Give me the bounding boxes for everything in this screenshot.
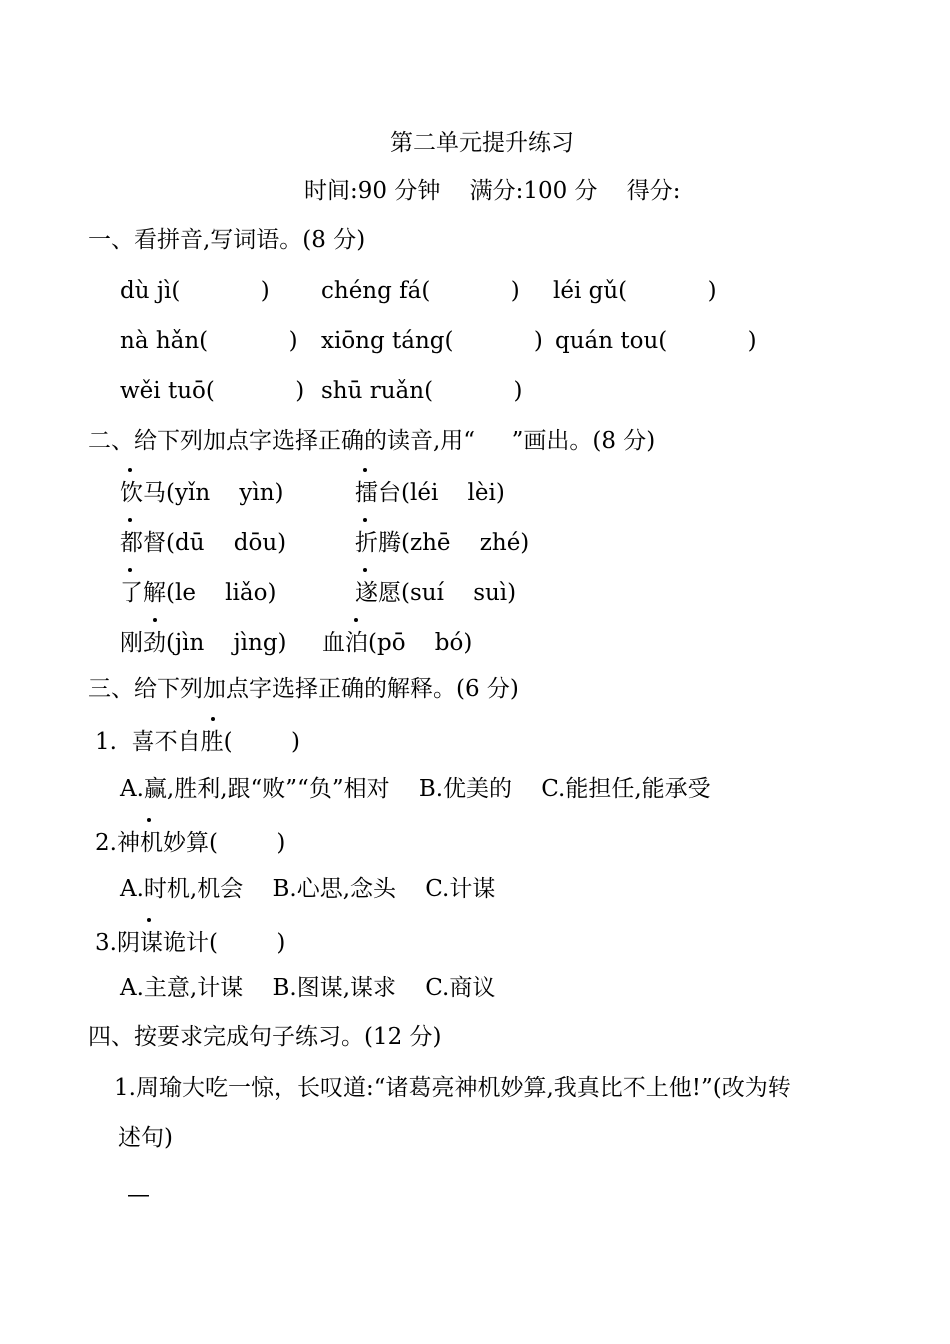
question-3-2-options: A.时机,机会 B.心思,念头 C.计谋 <box>120 876 496 902</box>
question-4-1-line-1: 1.周瑜大吃一惊，长叹道:“诸葛亮神机妙算,我真比不上他!”(改为转 <box>114 1075 791 1101</box>
question-3-1: 1. 喜不自胜( ) <box>95 729 301 755</box>
pinyin-item: dù jì( ) <box>120 278 270 304</box>
section-2-heading: 二、给下列加点字选择正确的读音,用“ ”画出。(8 分) <box>88 428 656 454</box>
exam-meta: 时间:90 分钟 满分:100 分 得分: <box>304 178 681 204</box>
section-1-heading: 一、看拼音,写词语。(8 分) <box>88 227 366 253</box>
pinyin-item: léi gǔ( ) <box>553 278 717 304</box>
exam-title: 第二单元提升练习 <box>390 130 574 156</box>
answer-line[interactable]: — <box>127 1182 150 1208</box>
question-3-3: 3.阴谋诡计( ) <box>95 930 286 956</box>
reading-item: 血泊(pō bó) <box>322 630 473 656</box>
emphasis-dot <box>363 568 367 572</box>
emphasis-dot <box>363 518 367 522</box>
reading-item: 了解(le liǎo) <box>120 580 277 606</box>
emphasis-dot <box>211 717 215 721</box>
question-3-1-options: A.赢,胜利,跟“败”“负”相对 B.优美的 C.能担任,能承受 <box>120 776 711 802</box>
emphasis-dot <box>354 618 358 622</box>
reading-item: 都督(dū dōu) <box>120 530 287 556</box>
reading-item: 遂愿(suí suì) <box>355 580 517 606</box>
emphasis-dot <box>128 468 132 472</box>
question-3-2: 2.神机妙算( ) <box>95 830 286 856</box>
reading-item: 折腾(zhē zhé) <box>355 530 530 556</box>
emphasis-dot <box>128 568 132 572</box>
pinyin-item: chéng fá( ) <box>321 278 520 304</box>
section-4-heading: 四、按要求完成句子练习。(12 分) <box>88 1024 442 1050</box>
emphasis-dot <box>153 618 157 622</box>
pinyin-item: nà hǎn( ) <box>120 328 298 354</box>
reading-item: 擂台(léi lèi) <box>355 480 505 506</box>
pinyin-item: shū ruǎn( ) <box>321 378 523 404</box>
emphasis-dot <box>147 918 151 922</box>
question-3-3-options: A.主意,计谋 B.图谋,谋求 C.商议 <box>120 975 496 1001</box>
reading-item: 饮马(yǐn yìn) <box>120 480 284 506</box>
emphasis-dot <box>128 518 132 522</box>
pinyin-item: xiōng táng( ) <box>321 328 543 354</box>
pinyin-item: wěi tuō( ) <box>120 378 305 404</box>
question-4-1-line-2: 述句) <box>118 1125 173 1151</box>
pinyin-item: quán tou( ) <box>555 328 757 354</box>
section-3-heading: 三、给下列加点字选择正确的解释。(6 分) <box>88 676 519 702</box>
reading-item: 刚劲(jìn jìng) <box>120 630 287 656</box>
emphasis-dot <box>147 818 151 822</box>
emphasis-dot <box>363 468 367 472</box>
